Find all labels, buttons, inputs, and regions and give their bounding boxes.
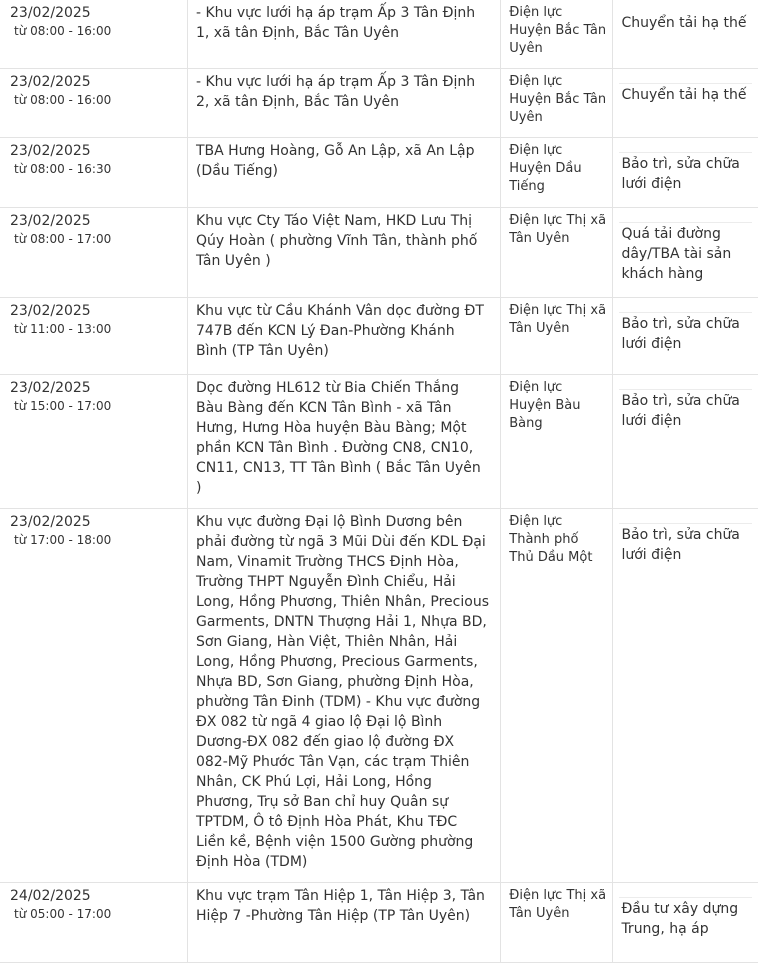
outage-area: Khu vực từ Cầu Khánh Vân dọc đường ĐT 747B đến KCN Lý Đan-Phường Khánh Bình (TP Tân Uyên) bbox=[195, 303, 484, 359]
table-row bbox=[0, 69, 758, 138]
table-row bbox=[0, 298, 758, 375]
unit-cell bbox=[501, 883, 613, 963]
outage-date: 23/02/2025 bbox=[10, 5, 91, 21]
area-cell bbox=[187, 69, 500, 138]
unit-cell bbox=[501, 138, 613, 208]
outage-time: từ 15:00 - 17:00 bbox=[14, 399, 112, 413]
outage-time: từ 08:00 - 16:00 bbox=[14, 24, 112, 38]
date-cell bbox=[0, 298, 187, 375]
reason-cell bbox=[613, 509, 758, 883]
outage-date: 23/02/2025 bbox=[10, 303, 91, 319]
outage-reason: Đầu tư xây dựng Trung, hạ áp bbox=[621, 901, 739, 937]
reason-cell bbox=[613, 138, 758, 208]
date-cell bbox=[0, 509, 187, 883]
area-cell bbox=[187, 883, 500, 963]
unit-cell bbox=[501, 375, 613, 509]
reason-cell bbox=[613, 375, 758, 509]
power-unit: Điện lực Thành phố Thủ Dầu Một bbox=[509, 514, 593, 565]
power-unit: Điện lực Huyện Bắc Tân Uyên bbox=[509, 74, 607, 125]
reason-cell bbox=[613, 69, 758, 138]
outage-time: từ 17:00 - 18:00 bbox=[14, 533, 112, 547]
area-cell bbox=[187, 138, 500, 208]
power-unit: Điện lực Huyện Bàu Bàng bbox=[509, 380, 581, 431]
area-cell bbox=[187, 298, 500, 375]
area-cell bbox=[187, 0, 500, 69]
outage-reason: Bảo trì, sửa chữa lưới điện bbox=[621, 316, 740, 352]
area-cell bbox=[187, 375, 500, 509]
outage-time: từ 08:00 - 16:00 bbox=[14, 93, 112, 107]
outage-date: 24/02/2025 bbox=[10, 888, 91, 904]
date-cell bbox=[0, 883, 187, 963]
reason-cell bbox=[613, 208, 758, 298]
outage-area: Dọc đường HL612 từ Bia Chiến Thắng Bàu Bàng đến KCN Tân Bình - xã Tân Hưng, Hưng Hòa huyện Bàu Bàng; Một phần KCN Tân Bình . Đường CN8, CN10, CN11, CN13, TT Tân Bình ( Bắc Tân Uyên ) bbox=[195, 380, 481, 496]
outage-date: 23/02/2025 bbox=[10, 143, 91, 159]
outage-reason: Bảo trì, sửa chữa lưới điện bbox=[621, 393, 740, 429]
power-unit: Điện lực Huyện Bắc Tân Uyên bbox=[509, 5, 607, 56]
date-cell bbox=[0, 0, 187, 69]
table-row bbox=[0, 375, 758, 509]
outage-area: - Khu vực lưới hạ áp trạm Ấp 3 Tân Định 2, xã tân Định, Bắc Tân Uyên bbox=[195, 74, 476, 110]
reason-cell bbox=[613, 0, 758, 69]
table-row bbox=[0, 883, 758, 963]
reason-cell bbox=[613, 883, 758, 963]
table-row bbox=[0, 138, 758, 208]
power-unit: Điện lực Thị xã Tân Uyên bbox=[509, 303, 607, 336]
outage-reason: Chuyển tải hạ thế bbox=[621, 15, 747, 31]
table-row bbox=[0, 0, 758, 69]
power-unit: Điện lực Huyện Dầu Tiếng bbox=[509, 143, 582, 194]
power-unit: Điện lực Thị xã Tân Uyên bbox=[509, 888, 607, 921]
outage-time: từ 08:00 - 16:30 bbox=[14, 162, 112, 176]
reason-cell bbox=[613, 298, 758, 375]
outage-reason: Bảo trì, sửa chữa lưới điện bbox=[621, 527, 740, 563]
outage-area: Khu vực đường Đại lộ Bình Dương bên phải đường từ ngã 3 Mũi Dùi đến KDL Đại Nam, Vinamit Trường THCS Định Hòa, Trường THPT Nguyễn Đình Chiểu, Hải Long, Hồng Phương, Thiên Nhân, Precious Garments, DNTN Thượng Hải 1, Nhựa BD, Sơn Giang, Hàn Việt, Thiên Nhân, Hải Long, Hồng Phương, Precious Garments, Nhựa BD, Sơn Giang, phường Định Hòa, phường Tân Đinh (TDM) - Khu vực đường ĐX 082 từ ngã 4 giao lộ Đại lộ Bình Dương-ĐX 082 đến giao lộ đường ĐX 082-Mỹ Phước Tân Vạn, các trạm Thiên Nhân, CK Phú Lợi, Hải Long, Hồng Phương, Trụ sở Ban chỉ huy Quân sự TPTDM, Ô tô Định Hòa Phát, Khu TĐC Liền kề, Bệnh viện 1500 Gường phường Định Hòa (TDM) bbox=[195, 514, 489, 870]
date-cell bbox=[0, 208, 187, 298]
outage-reason: Chuyển tải hạ thế bbox=[621, 87, 747, 103]
outage-area: Khu vực Cty Táo Việt Nam, HKD Lưu Thị Qúy Hoàn ( phường Vĩnh Tân, thành phố Tân Uyên ) bbox=[195, 213, 478, 269]
outage-time: từ 05:00 - 17:00 bbox=[14, 907, 112, 921]
power-unit: Điện lực Thị xã Tân Uyên bbox=[509, 213, 607, 246]
outage-date: 23/02/2025 bbox=[10, 380, 91, 396]
unit-cell bbox=[501, 298, 613, 375]
unit-cell bbox=[501, 208, 613, 298]
date-cell bbox=[0, 69, 187, 138]
outage-reason: Quá tải đường dây/TBA tài sản khách hàng bbox=[621, 226, 732, 282]
outage-date: 23/02/2025 bbox=[10, 213, 91, 229]
area-cell bbox=[187, 208, 500, 298]
outage-area: Khu vực trạm Tân Hiệp 1, Tân Hiệp 3, Tân Hiệp 7 -Phường Tân Hiệp (TP Tân Uyên) bbox=[195, 888, 485, 924]
outage-date: 23/02/2025 bbox=[10, 514, 91, 530]
outage-time: từ 08:00 - 17:00 bbox=[14, 232, 112, 246]
outage-area: TBA Hưng Hoàng, Gỗ An Lập, xã An Lập (Dầu Tiếng) bbox=[195, 143, 475, 179]
date-cell bbox=[0, 138, 187, 208]
outage-area: - Khu vực lưới hạ áp trạm Ấp 3 Tân Định 1, xã tân Định, Bắc Tân Uyên bbox=[195, 5, 476, 41]
unit-cell bbox=[501, 509, 613, 883]
table-row bbox=[0, 208, 758, 298]
outage-date: 23/02/2025 bbox=[10, 74, 91, 90]
outage-time: từ 11:00 - 13:00 bbox=[14, 322, 112, 336]
date-cell bbox=[0, 375, 187, 509]
area-cell bbox=[187, 509, 500, 883]
table-row bbox=[0, 509, 758, 883]
unit-cell bbox=[501, 0, 613, 69]
outage-reason: Bảo trì, sửa chữa lưới điện bbox=[621, 156, 740, 192]
unit-cell bbox=[501, 69, 613, 138]
